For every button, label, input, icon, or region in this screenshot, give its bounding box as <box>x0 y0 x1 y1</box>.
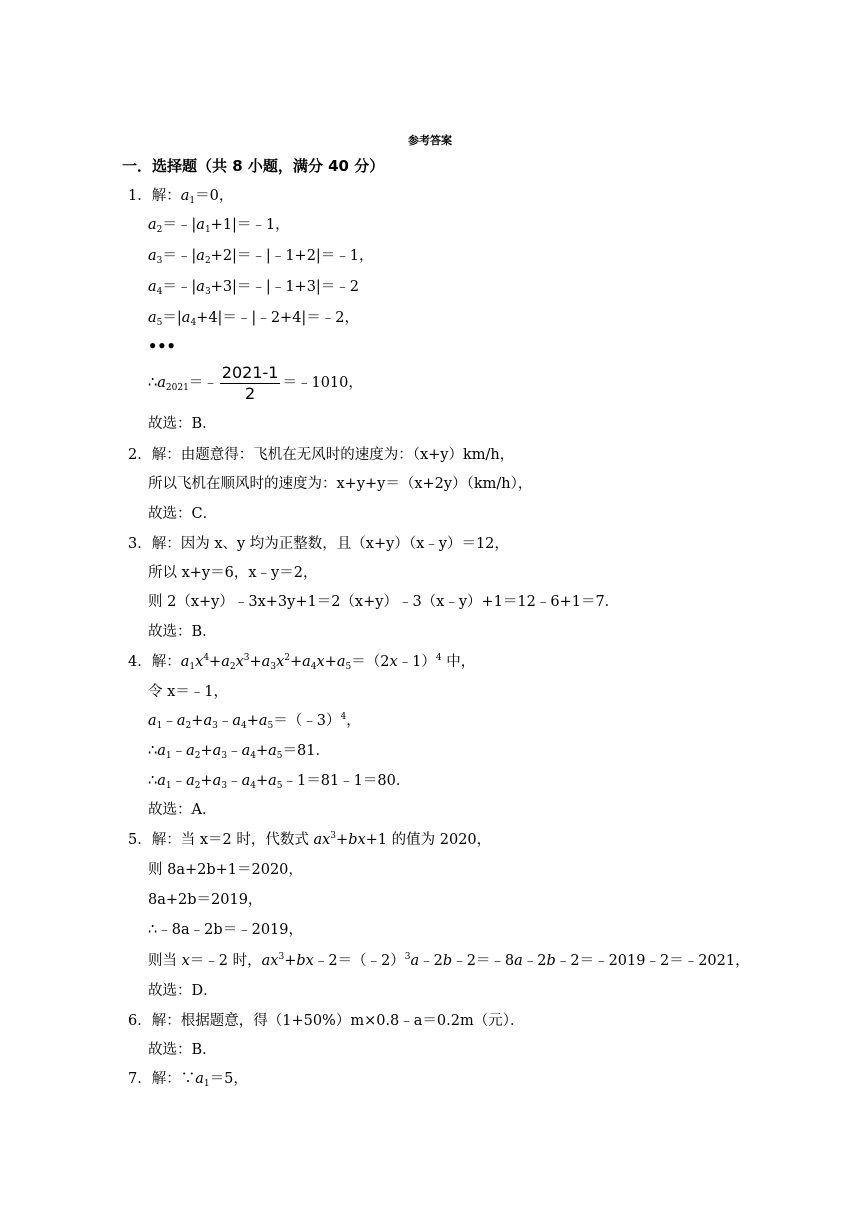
q1-line-3: $a_3=﹣|a_2+2|=﹣|﹣1+2|=﹣1$， <box>148 248 374 266</box>
q4-answer: 故选：A． <box>148 802 217 818</box>
q4-line-1: 4．解：$a_1x^4+a_2x^3+a_3x^2+a_4x+a_5=(2x﹣1)^4$ 中， <box>128 653 476 672</box>
q5-line-3: 8a+2b＝2019， <box>148 892 263 908</box>
ellipsis: ••• <box>148 338 176 355</box>
q5-line-2: 则 8a+2b+1＝2020， <box>148 862 303 878</box>
q4-line-4: $\therefore a_1﹣a_2+a_3﹣a_4+a_5=81$． <box>148 743 330 761</box>
q3-line-1: 3．解：因为 x、y 均为正整数，且（x+y）（x﹣y）＝12， <box>128 536 509 552</box>
fraction: $\frac{2021-1}{2}$ <box>221 362 279 403</box>
q2-answer: 故选：C． <box>148 506 218 522</box>
q1-line-2: $a_2=﹣|a_1+1|=﹣1$， <box>148 217 290 235</box>
q4-line-5: $\therefore a_1﹣a_2+a_3﹣a_4+a_5﹣1=81﹣1=80$． <box>148 773 411 791</box>
q1-line-1: 1．解：$a_1=0$， <box>128 188 234 206</box>
q5-answer: 故选：D． <box>148 983 218 999</box>
q5-line-4: ∴﹣8a﹣2b＝﹣2019， <box>148 922 304 938</box>
q3-answer: 故选：B． <box>148 624 217 640</box>
q2-line-1: 2．解：由题意得：飞机在无风时的速度为：（x+y）km/h， <box>128 447 515 463</box>
q1-line-4: $a_4=﹣|a_3+3|=﹣|﹣1+3|=﹣2$ <box>148 279 360 297</box>
q4-line-3: $a_1﹣a_2+a_3﹣a_4+a_5=(﹣3)^4$， <box>148 712 361 731</box>
q1-conclusion: $\therefore a_{2021}=﹣$ $\frac{2021-1}{2}$ ＝﹣1010， <box>148 362 363 403</box>
q1-answer: 故选：B． <box>148 416 217 432</box>
page-title: 参考答案 <box>408 134 452 147</box>
q1-line-5: $a_5=|a_4+4|=﹣|﹣2+4|=﹣2$， <box>148 310 360 328</box>
q2-line-2: 所以飞机在顺风时的速度为：x+y+y＝（x+2y）（km/h）， <box>148 476 533 492</box>
q3-line-3: 则 2（x+y）﹣3x+3y+1＝2（x+y）﹣3（x﹣y）+1＝12﹣6+1＝7． <box>148 594 620 610</box>
q6-line-1: 6．解：根据题意，得（1+50%）m×0.8﹣a＝0.2m（元）． <box>128 1013 525 1029</box>
section-heading: 一．选择题（共 8 小题，满分 40 分） <box>122 157 385 175</box>
q5-line-1: 5．解：当 x＝2 时，代数式 $ax^3+bx+1$ 的值为 2020， <box>128 831 492 848</box>
q3-line-2: 所以 x+y＝6，x﹣y＝2， <box>148 565 318 581</box>
q7-line-1: 7．解：$\because a_1=5$， <box>128 1071 248 1089</box>
q4-line-2: 令 x＝﹣1， <box>148 684 229 700</box>
q6-answer: 故选：B． <box>148 1042 217 1058</box>
q5-line-5: 则当 x＝﹣2 时，$ax^3+bx﹣2=(﹣2)^3a﹣2b﹣2=﹣8a﹣2b﹣2=﹣2019﹣2=﹣2021$， <box>148 952 750 969</box>
